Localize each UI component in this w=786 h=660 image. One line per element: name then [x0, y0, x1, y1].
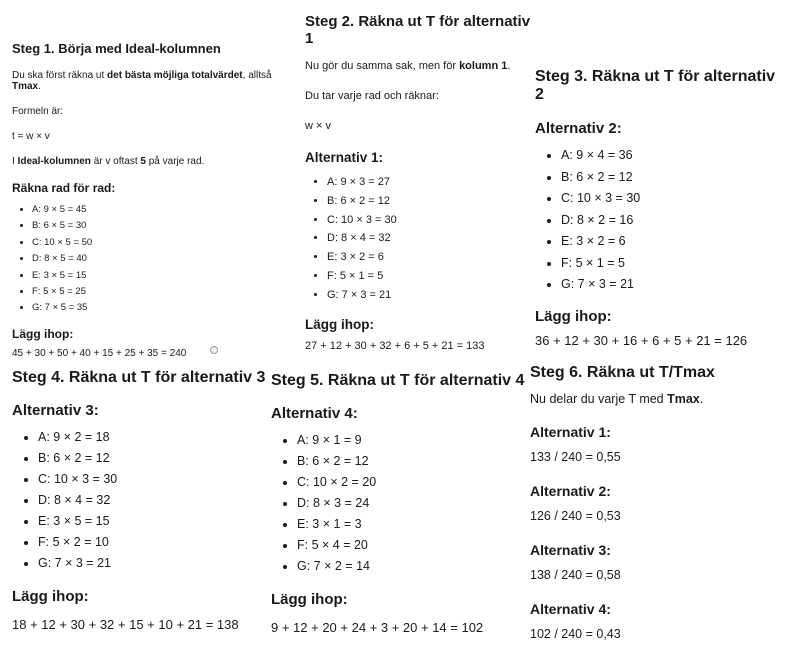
- list-item: • F: 5 × 1 = 5: [327, 267, 535, 286]
- step-5-alt-heading: Alternativ 4:: [271, 405, 358, 422]
- list-item: • E: 3 × 5 = 15: [32, 268, 302, 284]
- step-5-sum-heading: Lägg ihop:: [271, 591, 348, 608]
- list-item: • F: 5 × 1 = 5: [561, 253, 785, 275]
- step-1-sum-heading: Lägg ihop:: [12, 326, 74, 341]
- step-3-sum-heading: Lägg ihop:: [535, 307, 612, 325]
- list-item: • E: 3 × 2 = 6: [561, 231, 785, 253]
- list-item: • E: 3 × 1 = 3: [297, 514, 529, 535]
- list-item: • D: 8 × 4 = 32: [327, 229, 535, 248]
- step-2-sum-heading: Lägg ihop:: [305, 316, 374, 332]
- list-item: • D: 8 × 3 = 24: [297, 493, 529, 514]
- step-2-intro: Nu gör du samma sak, men för kolumn 1.: [305, 60, 511, 72]
- list-item: • B: 6 × 2 = 12: [561, 167, 785, 189]
- step-1-intro: Du ska först räkna ut det bästa möjliga totalvärdet, alltså Tmax.: [12, 70, 272, 92]
- step-3-title: Steg 3. Räkna ut T för alternativ 2: [535, 68, 776, 103]
- step-3-section: [535, 68, 785, 348]
- step-6-result-value: 102 / 240 = 0,43: [530, 627, 621, 641]
- list-item: • G: 7 × 3 = 21: [38, 553, 270, 574]
- list-item: • A: 9 × 2 = 18: [38, 427, 270, 448]
- step-1-formula-label: Formeln är:: [12, 106, 64, 117]
- step-1-section: [12, 41, 302, 359]
- list-item: • D: 8 × 4 = 32: [38, 490, 270, 511]
- list-item: • C: 10 × 3 = 30: [327, 211, 535, 230]
- list-item: • A: 9 × 1 = 9: [297, 430, 529, 451]
- list-item: • B: 6 × 5 = 30: [32, 218, 302, 234]
- list-item: • A: 9 × 4 = 36: [561, 145, 785, 167]
- step-2-alt-heading: Alternativ 1:: [305, 150, 384, 165]
- step-1-row-list: [12, 202, 302, 317]
- list-item: • B: 6 × 2 = 12: [327, 192, 535, 211]
- step-6-result-heading: Alternativ 3:: [530, 542, 611, 558]
- step-4-title: Steg 4. Räkna ut T för alternativ 3: [12, 369, 266, 386]
- step-2-line2: Du tar varje rad och räknar:: [305, 90, 439, 102]
- step-6-result-value: 133 / 240 = 0,55: [530, 450, 621, 464]
- list-item: • C: 10 × 5 = 50: [32, 235, 302, 251]
- step-4-alt-heading: Alternativ 3:: [12, 402, 99, 419]
- step-1-sum: 45 + 30 + 50 + 40 + 15 + 25 + 35 = 240: [12, 347, 187, 359]
- list-item: • A: 9 × 3 = 27: [327, 173, 535, 192]
- list-item: • C: 10 × 3 = 30: [38, 469, 270, 490]
- list-item: • G: 7 × 2 = 14: [297, 556, 529, 577]
- step-4-sum: 18 + 12 + 30 + 32 + 15 + 10 + 21 = 138: [12, 617, 239, 632]
- step-6-result-heading: Alternativ 2:: [530, 483, 611, 499]
- step-1-title: Steg 1. Börja med Ideal-kolumnen: [12, 41, 221, 56]
- list-item: • F: 5 × 4 = 20: [297, 535, 529, 556]
- step-6-result-value: 126 / 240 = 0,53: [530, 509, 621, 523]
- list-item: • F: 5 × 5 = 25: [32, 284, 302, 300]
- step-5-title: Steg 5. Räkna ut T för alternativ 4: [271, 372, 525, 389]
- step-4-section: [12, 369, 270, 632]
- list-item: • D: 8 × 5 = 40: [32, 251, 302, 267]
- step-5-row-list: [271, 430, 529, 577]
- cursor-indicator-icon: [210, 346, 218, 354]
- step-6-result-heading: Alternativ 4:: [530, 601, 611, 617]
- step-3-alt-heading: Alternativ 2:: [535, 120, 622, 137]
- list-item: • G: 7 × 3 = 21: [327, 286, 535, 305]
- step-6-result-heading: Alternativ 1:: [530, 424, 611, 440]
- step-6-result-value: 138 / 240 = 0,58: [530, 568, 621, 582]
- list-item: • G: 7 × 3 = 21: [561, 274, 785, 296]
- list-item: • C: 10 × 3 = 30: [561, 188, 785, 210]
- step-2-row-list: [305, 173, 535, 305]
- step-1-rows-heading: Räkna rad för rad:: [12, 181, 116, 195]
- step-4-row-list: [12, 427, 270, 574]
- list-item: • B: 6 × 2 = 12: [38, 448, 270, 469]
- list-item: • E: 3 × 2 = 6: [327, 248, 535, 267]
- step-5-sum: 9 + 12 + 20 + 24 + 3 + 20 + 14 = 102: [271, 620, 484, 635]
- list-item: • G: 7 × 5 = 35: [32, 300, 302, 316]
- list-item: • C: 10 × 2 = 20: [297, 472, 529, 493]
- step-2-formula: w × v: [305, 120, 331, 132]
- step-6-title: Steg 6. Räkna ut T/Tmax: [530, 364, 715, 381]
- step-2-sum: 27 + 12 + 30 + 32 + 6 + 5 + 21 = 133: [305, 339, 485, 352]
- step-1-ideal-note: I Ideal-kolumnen är v oftast 5 på varje rad.: [12, 156, 205, 167]
- step-6-section: [530, 364, 780, 660]
- step-3-row-list: [535, 145, 785, 296]
- step-1-formula: t = w × v: [12, 131, 50, 142]
- step-5-section: [271, 372, 529, 635]
- list-item: • E: 3 × 5 = 15: [38, 511, 270, 532]
- step-2-title: Steg 2. Räkna ut T för alternativ 1: [305, 13, 531, 47]
- list-item: • A: 9 × 5 = 45: [32, 202, 302, 218]
- step-2-section: [305, 13, 535, 352]
- step-4-sum-heading: Lägg ihop:: [12, 588, 89, 605]
- list-item: • F: 5 × 2 = 10: [38, 532, 270, 553]
- list-item: • B: 6 × 2 = 12: [297, 451, 529, 472]
- step-3-sum: 36 + 12 + 30 + 16 + 6 + 5 + 21 = 126: [535, 332, 748, 348]
- step-6-intro: Nu delar du varje T med Tmax.: [530, 392, 704, 406]
- list-item: • D: 8 × 2 = 16: [561, 210, 785, 232]
